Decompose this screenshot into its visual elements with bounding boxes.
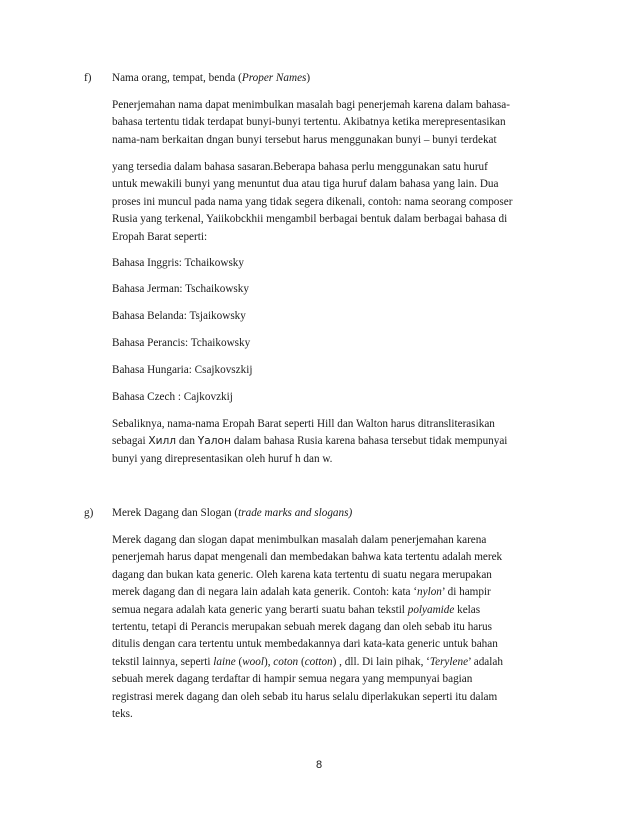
text-line: dagang dan bukan kata generic. Oleh karena kata tertentu di suatu negara merupakan [112,568,492,581]
text-line: penerjemah harus dapat mengenali dan membedakan bahwa kata tertentu adalah merek [112,551,503,564]
text-line: proses ini muncul pada nama yang tidak segera dikenali, contoh: nama seorang composer [112,195,513,208]
text-line: tekstil lainnya, seperti laine (wool), coton (cotton) , dll. Di lain pihak, ‘Terylene’ adalah [112,655,503,668]
example-perancis: Bahasa Perancis: Tchaikowsky [112,337,251,349]
section-g-marker: g) [84,507,94,519]
text-line: Merek dagang dan slogan dapat menimbulkan masalah dalam penerjemahan karena [112,534,487,546]
example-belanda: Bahasa Belanda: Tsjaikowsky [112,310,246,322]
text-line: nama-nam berkaitan dngan bunyi tersebut harus menggunakan bunyi – bunyi terdekat [112,133,497,146]
text-line: sebagai Хилл dan Υалон dalam bahasa Rusia karena bahasa tersebut tidak mempunyai [112,435,508,448]
cyrillic-hill: Хилл [148,435,177,448]
text-line: bahasa tertentu tidak terdapat bunyi-bunyi tertentu. Akibatnya ketika merepresentasikan [112,116,506,129]
text-line: Eropah Barat seperti: [112,230,208,243]
text-line: untuk mewakili bunyi yang menuntut dua atau tiga huruf dalam bahasa yang lain. Dua [112,178,499,191]
text-line: yang tersedia dalam bahasa sasaran.Beberapa bahasa perlu menggunakan satu huruf [112,161,488,173]
text-line: teks. [112,708,133,721]
example-hungaria: Bahasa Hungaria: Csajkovszkij [112,364,253,376]
text-line: Penerjemahan nama dapat menimbulkan masalah bagi penerjemah karena dalam bahasa- [112,99,510,111]
example-jerman: Bahasa Jerman: Tschaikowsky [112,283,249,295]
section-f-paragraph-1 [112,97,564,149]
section-g-heading [84,505,574,522]
text-line: tertentu, tetapi di Perancis merupakan sebuah merek dagang dan oleh sebab itu harus [112,621,492,634]
section-f-marker: f) [84,72,92,84]
section-f-heading [84,70,574,87]
text-line: registrasi merek dagang dan oleh sebab itu harus selalu diperlakukan seperti itu dalam [112,690,498,703]
example-czech: Bahasa Czech : Cajkovzkij [112,391,233,403]
text-line: Rusia yang terkenal, Yaiikobckhii mengambil berbagai bentuk dalam berbagai bahasa di [112,213,508,226]
example-inggris: Bahasa Inggris: Tchaikowsky [112,257,244,269]
section-g-paragraph [112,532,564,723]
page-number: 8 [315,759,323,771]
text-line: Sebaliknya, nama-nama Eropah Barat seperti Hill dan Walton harus ditransliterasikan [112,418,495,430]
section-f-paragraph-2 [112,159,564,246]
section-f-title: Nama orang, tempat, benda (Proper Names) [112,72,311,84]
text-line: semua negara adalah kata generic yang berarti suatu bahan tekstil polyamide kelas [112,603,481,616]
text-line: ditulis dengan cara tertentu untuk membedakannya dari kata-kata generic untuk bahan [112,638,498,651]
text-line: sebuah merek dagang terdaftar di hampir semua negara yang mempunyai bagian [112,673,473,686]
text-line: merek dagang dan di negara lain adalah kata generik. Contoh: kata ‘nylon’ di hampir [112,586,491,599]
section-f-paragraph-3 [112,416,564,468]
text-line: bunyi yang direpresentasikan oleh huruf h dan w. [112,452,333,465]
cyrillic-walton: Υалон [197,435,231,448]
section-g-title: Merek Dagang dan Slogan (trade marks and slogans) [112,507,353,519]
